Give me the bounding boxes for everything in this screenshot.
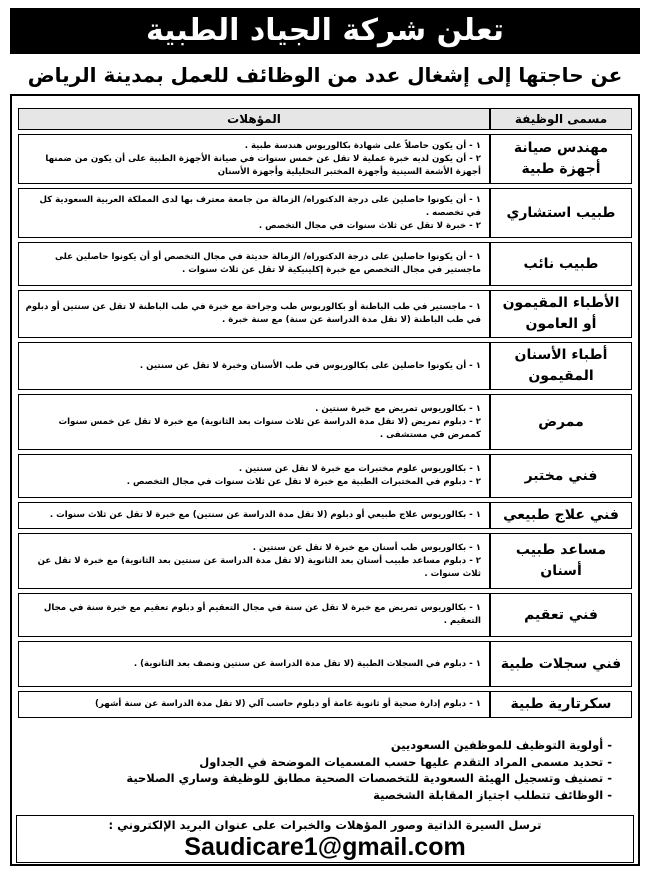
column-header-title: مسمى الوظيفة [490,108,632,130]
job-qualifications [18,533,490,589]
job-title: فني تعقيم [490,593,632,637]
ad-title: تعلن شركة الجياد الطبية [10,8,640,54]
table-row [18,290,632,338]
qualification-line: ٢ - دبلوم تمريض (لا تقل مدة الدراسة عن ثلاث سنوات بعد الثانوية) مع خبرة لا تقل عن خمس سنوات كممرض في مستشفى . [58,416,481,440]
job-qualifications [18,502,490,529]
qualification-line: ١ - بكالوريوس علوم مختبرات مع خبرة لا تقل عن سنتين . [238,464,481,474]
table-row [18,394,632,450]
job-title: الأطباء المقيمون أو العامون [490,290,632,338]
job-qualifications [18,290,490,338]
job-qualifications [18,242,490,286]
qualification-line: ١ - أن يكون حاصلاً على شهادة بكالوريوس هندسة طبية . [244,140,481,151]
qualification-line: ١ - بكالوريوس طب أسنان مع خبرة لا تقل عن سنتين . [252,542,481,553]
contact-label: ترسل السيرة الذاتية وصور المؤهلات والخبرات على عنوان البريد الإلكتروني : [108,818,542,832]
job-title: سكرتارية طبية [490,691,632,718]
job-title: طبيب استشاري [490,188,632,238]
job-qualifications [18,691,490,718]
note-item: - تحديد مسمى المراد التقدم عليها حسب المسميات الموضحة في الجداول [199,754,612,769]
qualification-line: ٢ - دبلوم في المختبرات الطبية مع خبرة لا تقل عن ثلاث سنوات في مجال التخصص . [126,477,481,487]
job-qualifications [18,188,490,238]
job-title: فني سجلات طبية [490,641,632,687]
table-row [18,641,632,687]
table-header-row [18,108,632,130]
ad-subtitle: عن حاجتها إلى إشغال عدد من الوظائف للعمل بمدينة الرياض [27,63,623,87]
qualification-line: ١ - أن يكونوا حاصلين على بكالوريوس في طب الأسنان وخبرة لا تقل عن سنتين . [139,360,481,371]
job-title: فني مختبر [490,454,632,498]
qualification-line: ٢ - خبرة لا تقل عن ثلاث سنوات في مجال التخصص . [258,220,481,231]
qualification-line: ١ - بكالوريوس تمريض مع خبرة لا تقل عن سنة في مجال التعقيم أو دبلوم تعقيم مع خبرة سنة في مجال التعقيم . [43,603,481,626]
table-row [18,134,632,184]
job-qualifications [18,454,490,498]
note-item: - تصنيف وتسجيل الهيئة السعودية للتخصصات الصحية مطابق للوظيفة وساري الصلاحية [126,771,612,785]
qualification-line: ٢ - دبلوم مساعد طبيب أسنان بعد الثانوية (لا تقل مدة الدراسة عن سنتين بعد الثانوية) مع خبرة لا تقل عن ثلاث سنوات . [37,555,481,579]
table-row [18,593,632,637]
job-title: مهندس صيانة أجهزة طبية [490,134,632,184]
qualification-line: ١ - دبلوم إدارة صحية أو ثانوية عامة أو دبلوم حاسب آلي (لا تقل مدة الدراسة عن سنة أشهر) [95,699,481,709]
qualification-line: ٢ - أن يكون لديه خبرة عملية لا تقل عن خمس سنوات في صيانة الأجهزة الطبية على أن يكون من ضمنها أجهزة الأشعة السينية وأجهزة المختبر التحليلية وأجهزة الأسنان [45,153,481,177]
job-qualifications [18,394,490,450]
qualification-line: ١ - بكالوريوس تمريض مع خبرة سنتين . [315,403,481,414]
table-row [18,342,632,390]
contact-email[interactable]: Saudicare1@gmail.com [184,833,466,861]
contact-box [16,815,634,863]
job-title: مساعد طبيب أسنان [490,533,632,589]
qualification-line: ١ - أن يكونوا حاصلين على درجة الدكتوراه/ الزمالة من جامعة معترف بها لدى المملكة العربية السعودية كل في تخصصه . [39,194,481,218]
column-header-quals: المؤهلات [18,108,490,130]
table-row [18,502,632,529]
job-title: طبيب نائب [490,242,632,286]
job-qualifications [18,593,490,637]
note-item: - الوظائف تتطلب اجتياز المقابلة الشخصية [373,787,612,802]
qualification-line: ١ - بكالوريوس علاج طبيعي أو دبلوم (لا تقل مدة الدراسة عن سنتين) مع خبرة لا تقل عن ثلاث سنوات . [49,510,481,520]
table-row [18,533,632,589]
job-title: فني علاج طبيعي [490,502,632,529]
jobs-table [18,104,632,722]
job-qualifications [18,641,490,687]
job-qualifications [18,134,490,184]
notes-list [20,737,626,803]
table-row [18,454,632,498]
job-title: ممرض [490,394,632,450]
job-title: أطباء الأسنان المقيمون [490,342,632,390]
jobs-table-body [18,134,632,718]
job-qualifications [18,342,490,390]
table-row [18,242,632,286]
qualification-line: ١ - ماجستير في طب الباطنة أو بكالوريوس طب وجراحة مع خبرة في طب الباطنة لا تقل عن سنتين أو دبلوم في طب الباطنة (لا تقل مدة الدراسة عن سنة) مع سنة خبرة . [25,302,481,325]
table-row [18,691,632,718]
note-item: - أولوية التوظيف للموظفين السعوديين [390,738,612,752]
table-row [18,188,632,238]
qualification-line: ١ - أن يكونوا حاصلين على درجة الدكتوراه/ الزمالة حديثة في مجال التخصص أو أن يكونوا حاصلين على ماجستير في مجال التخصص مع خبرة إكلينيكية لا تقل عن ثلاث سنوات . [54,252,481,275]
qualification-line: ١ - دبلوم في السجلات الطبية (لا تقل مدة الدراسة عن سنتين ونصف بعد الثانوية) . [133,658,481,669]
